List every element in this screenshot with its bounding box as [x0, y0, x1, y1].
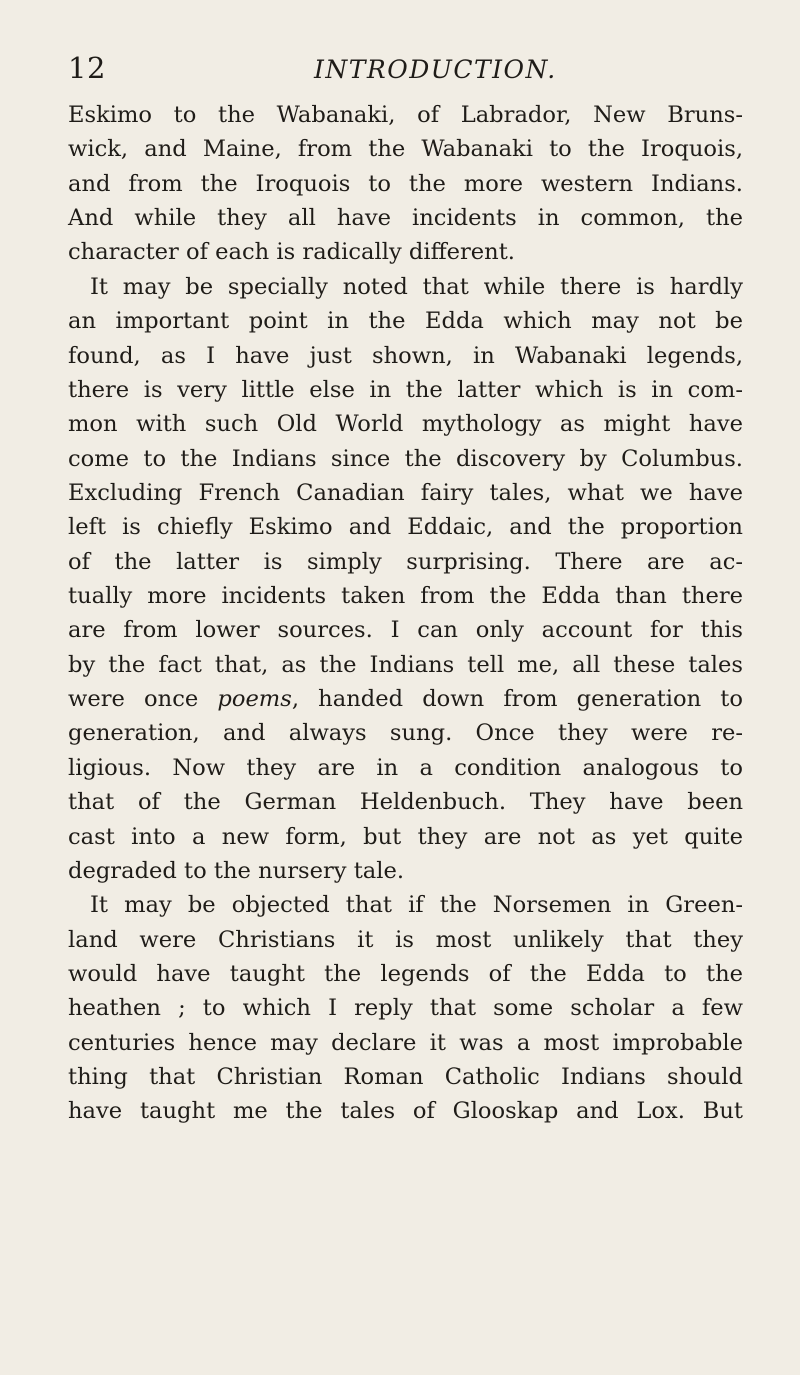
text-line-end: , handed down from generation to [291, 686, 743, 713]
text-line [68, 682, 743, 716]
text-line: heathen ; to which I reply that some scholar a few [68, 995, 743, 1022]
text-line: would have taught the legends of the Edda to the [68, 960, 743, 987]
text-line: degraded to the nursery tale. [68, 857, 405, 884]
italic-word-poems: poems [217, 686, 292, 713]
text-line: are from lower sources. I can only account for this [68, 617, 743, 644]
text-line: It may be specially noted that while there is hardly [90, 273, 743, 300]
running-head: INTRODUCTION. [314, 55, 557, 84]
text-line: found, as I have just shown, in Wabanaki legends, [68, 342, 743, 369]
text-line: wick, and Maine, from the Wabanaki to the Iroquois, [68, 136, 743, 163]
text-line: by the fact that, as the Indians tell me, all these tales [68, 651, 743, 678]
text-line: come to the Indians since the discovery by Columbus. [68, 445, 743, 472]
text-line: of the latter is simply surprising. There are ac- [68, 548, 743, 575]
text-line-start: were once [68, 686, 218, 713]
text-line: land were Christians it is most unlikely that they [68, 926, 743, 953]
text-line: there is very little else in the latter which is in com- [68, 376, 743, 403]
text-line: that of the German Heldenbuch. They have been [68, 789, 743, 816]
text-line: generation, and always sung. Once they were re- [68, 720, 743, 747]
text-line: mon with such Old World mythology as might have [68, 411, 743, 438]
text-line: Eskimo to the Wabanaki, of Labrador, New Bruns- [68, 102, 743, 128]
text-line: It may be objected that if the Norsemen in Green- [90, 892, 743, 919]
body-text [68, 98, 743, 1129]
text-line: an important point in the Edda which may not be [68, 308, 743, 335]
text-line: left is chiefly Eskimo and Eddaic, and the proportion [68, 514, 743, 541]
page-header [0, 52, 800, 92]
text-line: Excluding French Canadian fairy tales, what we have [68, 479, 743, 506]
text-line: tually more incidents taken from the Edda than there [68, 583, 743, 610]
page-number: 12 [68, 51, 106, 85]
text-line: have taught me the tales of Glooskap and Lox. But [68, 1098, 743, 1125]
text-line: And while they all have incidents in common, the [68, 205, 743, 232]
text-line: ligious. Now they are in a condition analogous to [68, 754, 743, 781]
text-line: centuries hence may declare it was a most improbable [68, 1029, 743, 1056]
text-line: and from the Iroquois to the more western Indians. [68, 170, 743, 197]
text-line: character of each is radically different. [68, 239, 515, 266]
text-line: cast into a new form, but they are not as yet quite [68, 823, 743, 850]
text-line: thing that Christian Roman Catholic Indians should [68, 1064, 743, 1091]
